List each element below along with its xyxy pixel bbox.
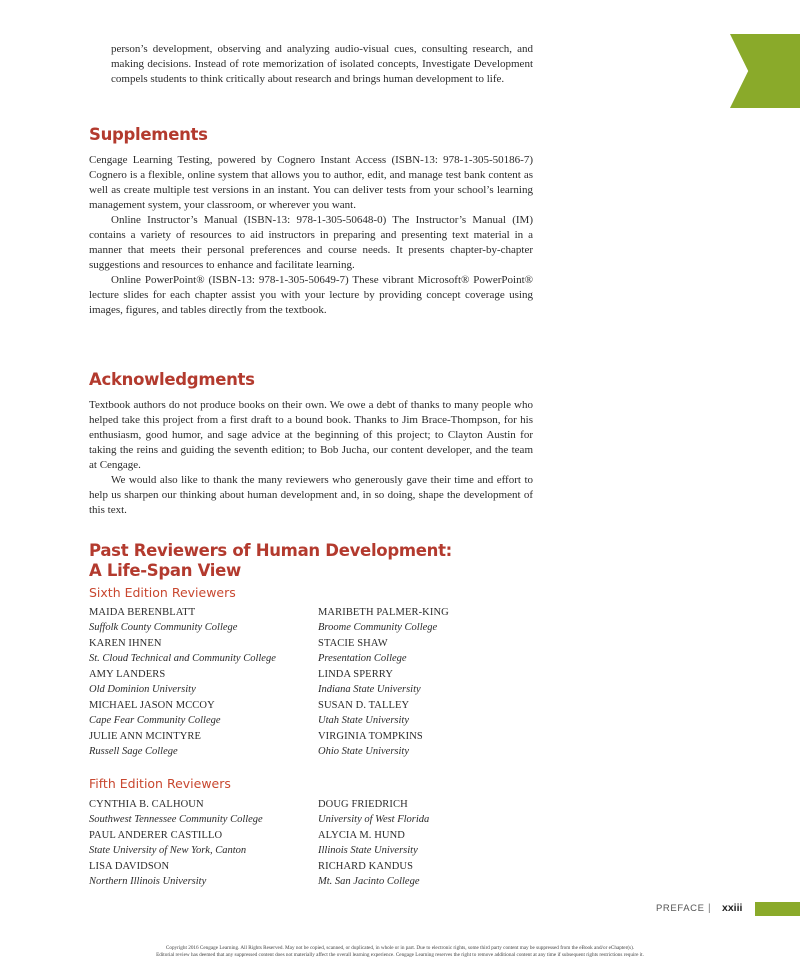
reviewer-entry [318,798,547,827]
reviewer-name: MARIBETH PALMER-KING [318,607,449,618]
reviewer-school: Southwest Tennessee Community College [89,813,263,825]
sixth-edition-reviewers-list [89,606,549,759]
footer-separator: | [708,903,711,914]
supplements-paragraph-3: Online PowerPoint® (ISBN-13: 978-1-305-50649-7) These vibrant Microsoft® PowerPoint® lecture slides for each chapter assist you with your lecture by providing concept coverage using images, figures, and tables directly from the textbook. [89,274,533,316]
past-reviewers-section [89,541,549,601]
page-number: xxiii [722,902,743,914]
reviewer-school: Ohio State University [318,745,409,757]
reviewer-entry [318,860,547,889]
reviewer-entry [318,668,547,697]
reviewer-school: St. Cloud Technical and Community College [89,652,276,664]
reviewer-school: Cape Fear Community College [89,714,221,726]
supplements-section [89,125,533,318]
supplements-paragraph-1: Cengage Learning Testing, powered by Cognero Instant Access (ISBN-13: 978-1-305-50186-7) Cognero is a flexible, online system that allows you to author, edit, and manage test bank content as well as create multiple test versions in an instant. You can deliver tests from your school’s learning management system, your classroom, or wherever you want. [89,154,533,211]
copyright-line-2: Editorial review has deemed that any suppressed content does not materially affect the overall learning experience. Cengage Learning reserves the right to remove additional content at any time if subsequent rights restrictions require it. [156,952,644,958]
reviewer-school: Russell Sage College [89,745,178,757]
acknowledgments-paragraph-1: Textbook authors do not produce books on their own. We owe a debt of thanks to many people who helped take this project from a first draft to a bound book. Thanks to Jim Brace-Thompson, for his enthusiasm, good humor, and sage advice at the beginning of this project; to Clayton Austin for taking the reins and guiding the seventh edition; to Bob Jucha, our content developer, and the team at Cengage. [89,399,533,471]
reviewer-name: MICHAEL JASON MCCOY [89,700,215,711]
reviewer-entry [318,637,547,666]
reviewer-school: Broome Community College [318,621,438,633]
fifth-edition-heading-block [89,776,533,792]
footer-accent-bar [755,902,800,916]
reviewer-school: State University of New York, Canton [89,844,247,856]
sixth-edition-heading: Sixth Edition Reviewers [89,585,236,600]
reviewer-entry [89,699,318,728]
reviewer-entry [89,606,318,635]
reviewer-entry [89,798,318,827]
reviewer-name: AMY LANDERS [89,669,166,680]
reviewer-entry [89,829,318,858]
fifth-edition-heading: Fifth Edition Reviewers [89,776,231,791]
reviewer-entry [318,699,547,728]
supplements-paragraph-2: Online Instructor’s Manual (ISBN-13: 978-1-305-50648-0) The Instructor’s Manual (IM) contains a variety of resources to aid instructors in preparing and presenting text material in a manner that meets their personal preferences and course needs. It presents chapter-by-chapter suggestions and resources to enhance and facilitate learning. [89,214,533,271]
intro-paragraph: person’s development, observing and analyzing audio-visual cues, consulting research, and making decisions. Instead of rote memorization of isolated concepts, Investigate Development compels students to think critically about research and brings human development to life. [111,43,533,85]
reviewer-name: SUSAN D. TALLEY [318,700,410,711]
reviewer-school: Old Dominion University [89,683,196,695]
reviewer-school: Illinois State University [318,844,418,856]
intro-block [89,42,533,87]
reviewer-name: ALYCIA M. HUND [318,830,405,841]
reviewer-school: Mt. San Jacinto College [318,875,420,887]
supplements-heading: Supplements [89,125,208,144]
reviewer-name: MAIDA BERENBLATT [89,607,196,618]
running-footer-section: PREFACE [656,903,705,914]
reviewer-entry [318,829,547,858]
acknowledgments-section [89,370,533,518]
reviewer-school: Northern Illinois University [89,875,207,887]
acknowledgments-heading: Acknowledgments [89,370,255,389]
reviewer-entry [318,606,547,635]
copyright-notice [60,945,740,959]
acknowledgments-paragraph-2: We would also like to thank the many reviewers who generously gave their time and effort to help us sharpen our thinking about human development and, in so doing, shape the development of this text. [89,474,533,516]
reviewer-name: VIRGINIA TOMPKINS [318,731,423,742]
past-reviewers-heading-line2: A Life-Span View [89,561,241,580]
reviewer-name: LINDA SPERRY [318,669,394,680]
chapter-tab-marker [730,34,800,108]
reviewer-name: CYNTHIA B. CALHOUN [89,799,204,810]
reviewer-name: RICHARD KANDUS [318,861,414,872]
reviewer-name: STACIE SHAW [318,638,388,649]
reviewer-entry [318,730,547,759]
reviewer-school: University of West Florida [318,813,430,825]
fifth-edition-reviewers-list [89,798,549,889]
reviewer-name: PAUL ANDERER CASTILLO [89,830,223,841]
reviewer-name: LISA DAVIDSON [89,861,170,872]
reviewer-name: KAREN IHNEN [89,638,162,649]
reviewer-name: DOUG FRIEDRICH [318,799,408,810]
reviewer-entry [89,668,318,697]
reviewer-entry [89,730,318,759]
reviewer-school: Indiana State University [318,683,421,695]
reviewer-entry [89,860,318,889]
reviewer-school: Suffolk County Community College [89,621,238,633]
reviewer-school: Utah State University [318,714,409,726]
copyright-line-1: Copyright 2016 Cengage Learning. All Rights Reserved. May not be copied, scanned, or duplicated, in whole or in part. Due to electronic rights, some third party content may be suppressed from the eBook and/or eChapter(s). [165,945,635,951]
reviewer-name: JULIE ANN MCINTYRE [89,731,202,742]
past-reviewers-heading-line1: Past Reviewers of Human Development: [89,541,452,560]
reviewer-entry [89,637,318,666]
reviewer-school: Presentation College [318,652,407,664]
